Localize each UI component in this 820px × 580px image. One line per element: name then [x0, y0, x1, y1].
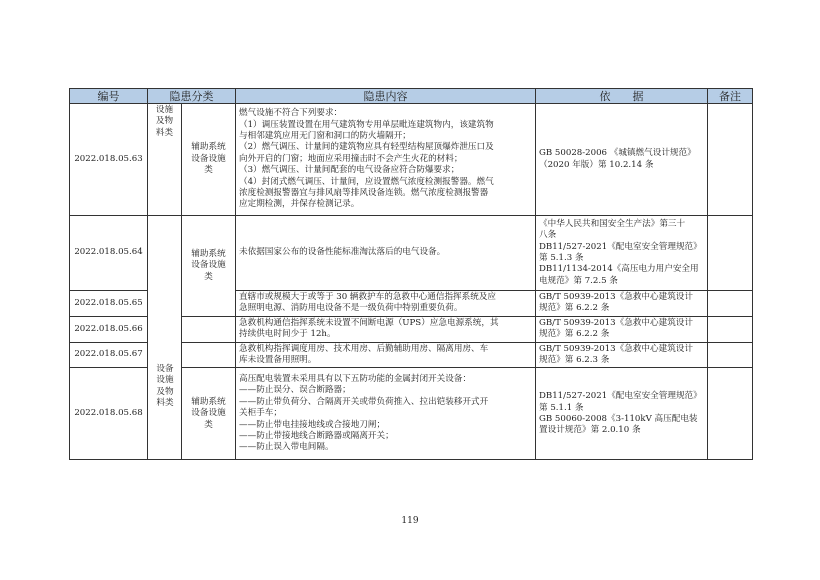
hazard-content: 高压配电装置未采用具有以下五防功能的金属封闭开关设备： ——防止误分、误合断路器； ——防止带负荷分、合隔离开关或带负荷推入、拉出铠装移开式开 关柜手车； ——防止带电挂接地线或合接地刀闸； ——防止带接地线合断路器或隔离开关； ——防止误入带电间隔。 — [236, 368, 536, 460]
row-number: 2022.018.05.67 — [70, 342, 148, 368]
hazard-content: 急救机构通信指挥系统未设置不间断电源（UPS）应急电源系统，其 持续供电时间少于 12h。 — [236, 316, 536, 342]
table-header-row — [70, 89, 753, 104]
category-primary-empty — [148, 216, 182, 460]
remarks-cell — [708, 291, 753, 317]
basis-reference: GB/T 50939-2013《急救中心建筑设计 规范》第 6.2.2 条 — [536, 316, 708, 342]
category-secondary: 辅助系统 设备设施 类 — [182, 368, 236, 460]
category-secondary-empty — [182, 342, 236, 368]
remarks-cell — [708, 316, 753, 342]
row-number: 2022.018.05.64 — [70, 216, 148, 291]
page-number: 119 — [401, 516, 419, 526]
basis-reference: GB/T 50939-2013《急救中心建筑设计 规范》第 6.2.3 条 — [536, 342, 708, 368]
row-number: 2022.018.05.66 — [70, 316, 148, 342]
header-basis: 依 据 — [536, 89, 708, 104]
category-secondary: 辅助系统 设备设施 类 — [182, 104, 236, 216]
basis-reference: 《中华人民共和国安全生产法》第三十 八条 DB11/527-2021《配电室安全管理规范》 第 5.1.3 条 DB11/1134-2014《高压电力用户安全用 电规范》第 7.2.5 条 — [536, 216, 708, 291]
table-row — [70, 104, 753, 216]
row-number: 2022.018.05.65 — [70, 291, 148, 317]
hazard-content: 直辖市或规模大于或等于 30 辆救护车的急救中心通信指挥系统及应 急照明电源、消防用电设备不是一级负荷中特别重要负荷。 — [236, 291, 536, 317]
header-content: 隐患内容 — [236, 89, 536, 104]
basis-reference: GB 50028-2006 《城镇燃气设计规范》 （2020 年版）第 10.2.14 条 — [536, 104, 708, 216]
remarks-cell — [708, 368, 753, 460]
row-number: 2022.018.05.68 — [70, 368, 148, 460]
category-secondary: 辅助系统 设备设施 类 — [182, 216, 236, 317]
basis-reference: GB/T 50939-2013《急救中心建筑设计 规范》第 6.2.2 条 — [536, 291, 708, 317]
remarks-cell — [708, 104, 753, 216]
hazard-content: 未依据国家公布的设备性能标准淘汰落后的电气设备。 — [236, 216, 536, 291]
category-primary: 设施 及物 料类 — [148, 104, 182, 216]
hazard-content: 燃气设施不符合下列要求： （1）调压装置设置在用气建筑物专用单层毗连建筑物内，该建筑物 与相邻建筑应用无门窗和洞口的防火墙隔开； （2）燃气调压、计量间的建筑物应具有轻型结构屋顶爆炸泄压口及 向外开启的门窗；地面应采用撞击时不会产生火花的材料； （3）燃气调压、计量间配套的电气设备应符合防爆要求； （4）封闭式燃气调压、计量间，应设置燃气浓度检测报警器。燃气 浓度检测报警器宜与排风扇等排风设备连锁。燃气浓度检测报警器 应定期检测，并保存检测记录。 — [236, 104, 536, 216]
category-primary-label: 设备 设施 及物 料类 — [156, 364, 174, 409]
table-row — [70, 216, 753, 291]
header-num: 编号 — [70, 89, 148, 104]
header-remarks: 备注 — [708, 89, 753, 104]
remarks-cell — [708, 216, 753, 291]
basis-reference: DB11/527-2021《配电室安全管理规范》 第 5.1.1 条 GB 50060-2008《3-110kV 高压配电装 置设计规范》第 2.0.10 条 — [536, 368, 708, 460]
category-secondary-empty — [182, 316, 236, 342]
hazard-content: 急救机构指挥调度用房、技术用房、后勤辅助用房、隔离用房、车 库未设置备用照明。 — [236, 342, 536, 368]
header-category: 隐患分类 — [148, 89, 236, 104]
row-number: 2022.018.05.63 — [70, 104, 148, 216]
remarks-cell — [708, 342, 753, 368]
